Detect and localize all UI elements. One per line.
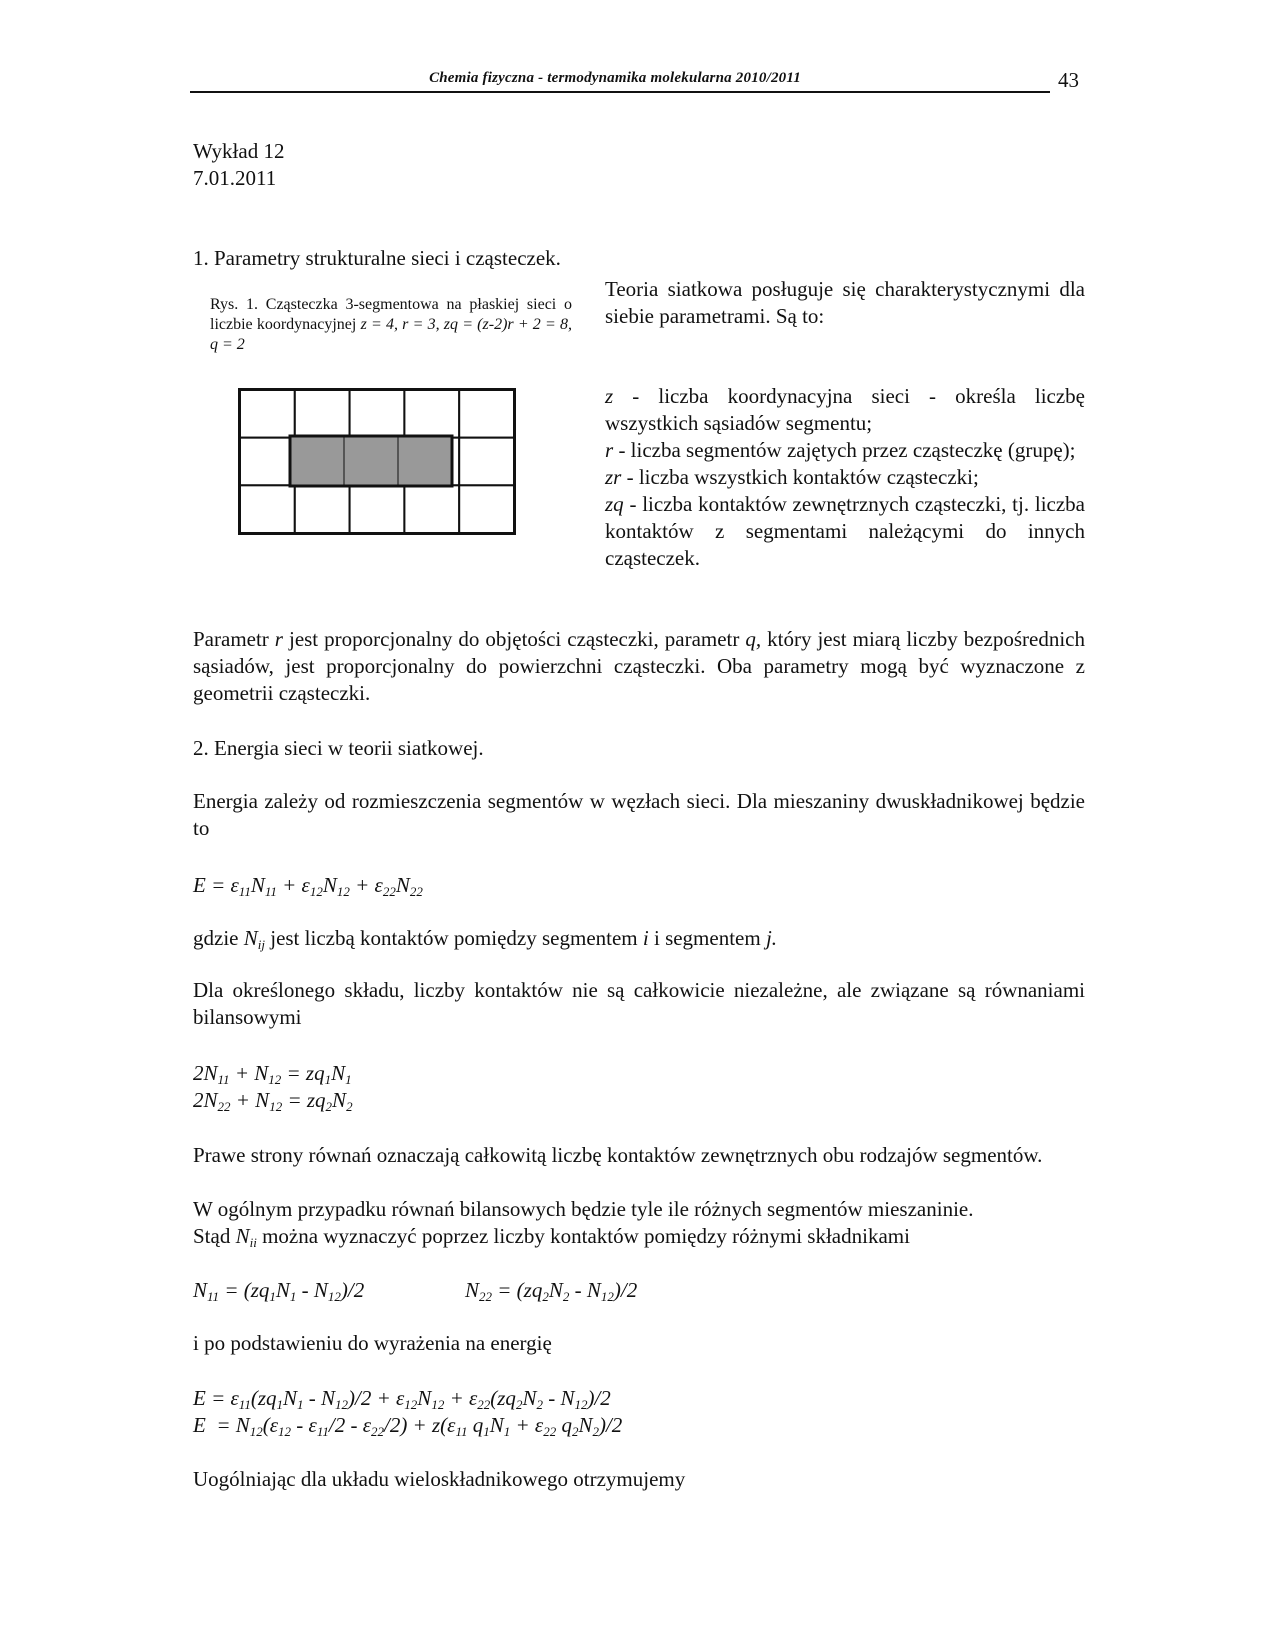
section2-heading: 2. Energia sieci w teorii siatkowej. [193, 736, 484, 760]
balance-equation-1: $2N_{11} + N_{12} = zq_1N_1$ [193, 1061, 352, 1087]
section1-heading: 1. Parametry strukturalne sieci i cząsteczek. [193, 246, 561, 270]
lattice-cell [240, 390, 295, 438]
lattice-cell [295, 390, 350, 438]
lattice-cell [350, 390, 405, 438]
lattice-cell [295, 485, 350, 533]
figure-caption-params: z = 4, r = 3, zq = (z-2)r + 2 = 8, q = 2 [210, 316, 572, 353]
text-run: i segmentem [648, 926, 766, 950]
energy-substituted-equation: $E = \varepsilon_{11}(zq_1N_1 - N_{12})/2 + \varepsilon_{12}N_{12} + \varepsilon_{22}(zq_2N_2 - N_{12})/2$ [193, 1386, 611, 1412]
definition-text: - liczba koordynacyjna sieci - określa liczbę wszystkich sąsiadów segmentu; [605, 384, 1085, 435]
balance-equation-2: $2N_{22} + N_{12} = zq_2N_2$ [193, 1088, 353, 1114]
lattice-cell [459, 485, 514, 533]
definitions-list [605, 383, 1085, 572]
right-sides-paragraph: Prawe strony równań oznaczają całkowitą liczbę kontaktów zewnętrznych obu rodzajów segmentów. [193, 1143, 1043, 1167]
definition-text: - liczba segmentów zajętych przez cząsteczkę (grupę); [613, 438, 1076, 462]
definition-text: - liczba wszystkich kontaktów cząsteczki; [621, 465, 979, 489]
definition-symbol: r [605, 438, 614, 462]
nii-paragraph: Stąd $N_{ii}$ można wyznaczyć poprzez liczby kontaktów pomiędzy różnymi składnikami [193, 1224, 910, 1250]
definition-text: - liczba kontaktów zewnętrznych cząsteczki, tj. liczba kontaktów z segmentami należącymi do innych cząsteczek. [605, 492, 1085, 570]
lattice-figure [238, 388, 518, 536]
parameters-paragraph [193, 626, 1085, 707]
lecture-title: Wykład 12 [193, 139, 285, 163]
figure-caption [210, 295, 572, 355]
definition-r [605, 437, 1085, 464]
nij-paragraph: gdzie $N_{ij}$ jest liczbą kontaktów pomiędzy segmentem i i segmentem j. [193, 926, 778, 952]
lattice-cell [459, 438, 514, 486]
definition-z [605, 383, 1085, 437]
text-run: jest proporcjonalny do objętości cząsteczki, parametr [282, 627, 746, 651]
lecture-date: 7.01.2011 [193, 166, 277, 190]
text-run: jest liczbą kontaktów pomiędzy segmentem [264, 926, 643, 950]
lattice-cell [240, 438, 295, 486]
multicomponent-paragraph: Uogólniając dla układu wieloskładnikowego otrzymujemy [193, 1467, 686, 1491]
general-case-paragraph: W ogólnym przypadku równań bilansowych będzie tyle ile różnych segmentów mieszaninie. [193, 1197, 974, 1221]
energy-final-equation: $E = N_{12}(\varepsilon_{12} - \varepsilon_{11}/2 - \varepsilon_{22}/2) + z(\varepsilon_{11}$ $q_1N_1 + \varepsilon_{22}$ $q_2N_2)/2$ [193, 1413, 623, 1439]
lattice-cell [240, 485, 295, 533]
text-run: Parametr [193, 627, 275, 651]
lattice-cell [404, 485, 459, 533]
symbol-q: q, [745, 627, 762, 651]
definition-symbol: zq [605, 492, 624, 516]
figure-caption-prefix: Rys. 1. Cząsteczka 3-segmentowa na płaskiej sieci o liczbie koordynacyjnej [210, 296, 572, 333]
energy-paragraph: Energia zależy od rozmieszczenia segmentów w węzłach sieci. Dla mieszaniny dwuskładnikowej będzie to [193, 789, 1085, 840]
text-run: Stąd [193, 1224, 236, 1248]
intro-paragraph: Teoria siatkowa posługuje się charakterystycznymi dla siebie parametrami. Są to: [605, 277, 1085, 328]
lattice-cell [350, 485, 405, 533]
definition-zq [605, 491, 1085, 572]
lattice-cell [404, 390, 459, 438]
definition-symbol: z [605, 384, 614, 408]
header-rule [190, 91, 1050, 93]
definition-symbol: zr [605, 465, 622, 489]
energy-equation: $E = \varepsilon_{11}N_{11} + \varepsilon_{12}N_{12} + \varepsilon_{22}N_{22}$ [193, 873, 423, 899]
text-run: można wyznaczyć poprzez liczby kontaktów pomiędzy różnymi składnikami [256, 1224, 910, 1248]
running-title: Chemia fizyczna - termodynamika molekularna 2010/2011 [429, 70, 801, 86]
molecule-segments [290, 436, 452, 486]
n11-equation: $N_{11} = (zq_1N_1 - N_{12})/2$ [193, 1278, 365, 1304]
balance-paragraph: Dla określonego składu, liczby kontaktów nie są całkowicie niezależne, ale związane są równaniami bilansowymi [193, 978, 1085, 1029]
text-run: gdzie [193, 926, 244, 950]
text-run: który jest miarą liczby bezpośrednich sąsiadów, jest proporcjonalny do powierzchni cząsteczki. Oba parametry mogą być wyznaczone z geometrii cząsteczki. [193, 627, 1085, 705]
definition-zr [605, 464, 1085, 491]
page-number: 43 [1058, 68, 1079, 92]
lattice-cell [459, 390, 514, 438]
symbol-r: r [274, 627, 283, 651]
n22-equation: $N_{22} = (zq_2N_2 - N_{12})/2$ [465, 1278, 638, 1304]
substitution-paragraph: i po podstawieniu do wyrażenia na energię [193, 1331, 552, 1355]
